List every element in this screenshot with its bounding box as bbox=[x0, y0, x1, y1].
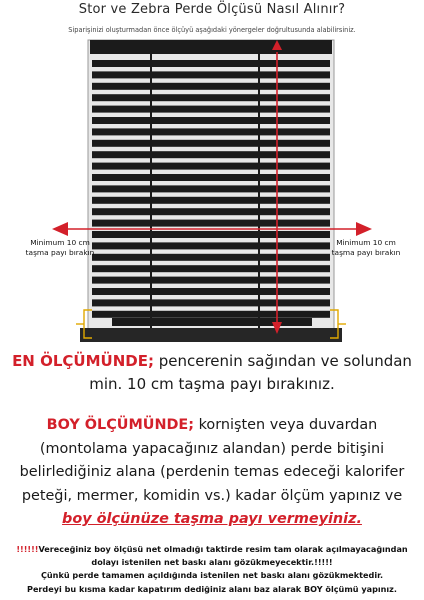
blind-slat bbox=[92, 174, 330, 181]
height-instruction bbox=[6, 414, 418, 532]
blind-slat bbox=[92, 128, 330, 135]
blind-slat bbox=[92, 299, 330, 306]
blind-slat bbox=[92, 71, 330, 78]
blind-slat bbox=[92, 288, 330, 295]
blind-slat bbox=[92, 242, 330, 249]
blind-slats bbox=[92, 60, 330, 318]
height-instruction-emphasis: boy ölçünüze taşma payı vermeyiniz. bbox=[62, 511, 362, 528]
warning-line-1: !!!!!!Vereceğiniz boy ölçüsü net olmadığı taktirde resim tam olarak açılmayacağından dolayı istenilen net baskı alanı gözükmeyecektir.!!!!! bbox=[16, 544, 408, 568]
width-arrow-left bbox=[52, 222, 68, 236]
blind-slat bbox=[92, 254, 330, 261]
width-instruction-highlight: EN ÖLÇÜMÜNDE; bbox=[12, 352, 154, 370]
left-overhang-label: Minimum 10 cm taşma payı bırakın bbox=[25, 238, 95, 257]
blind-slat bbox=[92, 208, 330, 215]
blind-slat bbox=[92, 265, 330, 272]
width-instruction-text: pencerenin sağından ve solundan min. 10 cm taşma payı bırakınız. bbox=[89, 352, 412, 393]
blind-slat bbox=[92, 140, 330, 147]
blind-slat bbox=[92, 197, 330, 204]
warning-line-3: Perdeyi bu kısma kadar kapatırım dediğiniz alanı baz alarak BOY ölçümü yapınız. bbox=[27, 583, 397, 594]
blind-measurement-diagram bbox=[0, 38, 424, 348]
blind-slat bbox=[92, 220, 330, 227]
blind-slat bbox=[92, 151, 330, 158]
blind-slat bbox=[92, 231, 330, 238]
blind-slat bbox=[92, 106, 330, 113]
blind-slat bbox=[92, 83, 330, 90]
warning-note bbox=[6, 543, 418, 596]
blind-slat bbox=[92, 311, 330, 318]
height-instruction-text: kornişten veya duvardan (montolama yapacağınız alandan) perde bitişini belirlediğiniz alana (perdenin temas edeceği kalorifer peteği, mermer, komidin vs.) kadar ölçüm yapınız ve bbox=[19, 417, 405, 504]
page-subtitle: Siparişinizi oluşturmadan önce ölçüyü aşağıdaki yönergeler doğrultusunda alabilirsiniz. bbox=[68, 26, 356, 34]
warning-line-2: Çünkü perde tamamen açıldığında istenilen net baskı alanı gözükmektedir. bbox=[40, 570, 384, 581]
blind-headrail bbox=[90, 40, 332, 54]
blind-slat bbox=[92, 94, 330, 101]
height-instruction-highlight: BOY ÖLÇÜMÜNDE; bbox=[46, 417, 195, 433]
blind-slat bbox=[92, 277, 330, 284]
blind-cord-right bbox=[258, 54, 260, 332]
right-overhang-label: Minimum 10 cm taşma payı bırakın bbox=[331, 238, 401, 257]
page-title: Stor ve Zebra Perde Ölçüsü Nasıl Alınır? bbox=[78, 2, 346, 17]
blind-slat bbox=[92, 163, 330, 170]
blind-cord-left bbox=[150, 54, 152, 332]
blind-slat bbox=[92, 185, 330, 192]
width-instruction bbox=[6, 350, 418, 396]
blind-slat bbox=[92, 117, 330, 124]
window-sill bbox=[80, 328, 342, 342]
blind-slat bbox=[92, 60, 330, 67]
width-arrow-right bbox=[356, 222, 372, 236]
